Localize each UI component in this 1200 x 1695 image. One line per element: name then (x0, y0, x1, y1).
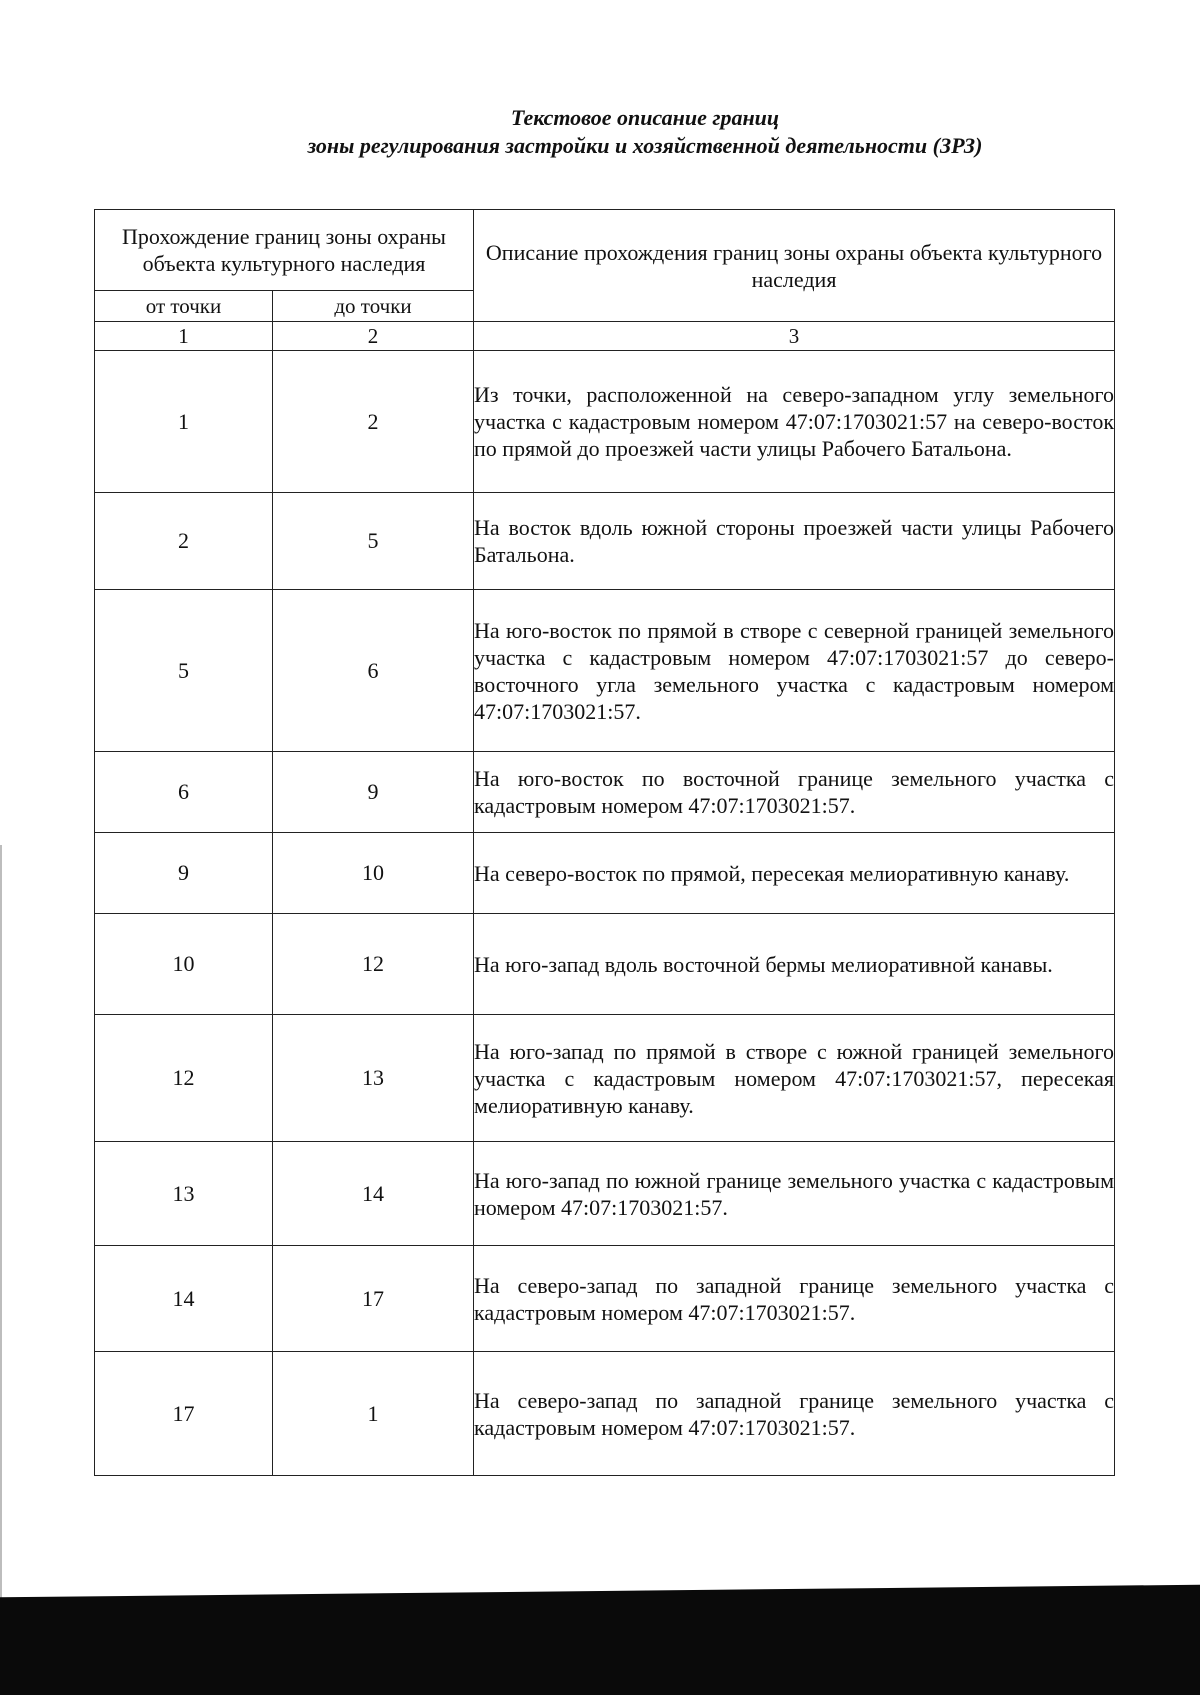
to-point-cell: 2 (273, 351, 474, 493)
description-cell: На северо-запад по западной границе земельного участка с кадастровым номером 47:07:1703021:57. (474, 1352, 1115, 1476)
column-number-row (95, 322, 1115, 351)
to-point-cell: 14 (273, 1142, 474, 1246)
from-point-cell: 6 (95, 752, 273, 833)
table-row (95, 493, 1115, 590)
header-row (95, 210, 1115, 291)
description-cell: На северо-восток по прямой, пересекая мелиоративную канаву. (474, 833, 1115, 914)
table-row (95, 1352, 1115, 1476)
to-point-cell: 1 (273, 1352, 474, 1476)
table-row (95, 1015, 1115, 1142)
table-row (95, 914, 1115, 1015)
column-number: 3 (474, 322, 1115, 351)
from-point-cell: 9 (95, 833, 273, 914)
description-cell: На юго-восток по восточной границе земельного участка с кадастровым номером 47:07:1703021:57. (474, 752, 1115, 833)
table-row (95, 351, 1115, 493)
table-row (95, 833, 1115, 914)
title-line-2: зоны регулирования застройки и хозяйственной деятельности (ЗРЗ) (307, 133, 983, 158)
table-row (95, 1142, 1115, 1246)
from-point-cell: 2 (95, 493, 273, 590)
description-cell: На юго-запад вдоль восточной бермы мелиоративной канавы. (474, 914, 1115, 1015)
from-point-cell: 13 (95, 1142, 273, 1246)
to-point-cell: 5 (273, 493, 474, 590)
description-cell: Из точки, расположенной на северо-западном углу земельного участка с кадастровым номером 47:07:1703021:57 на северо-восток по прямой до проезжей части улицы Рабочего Батальона. (474, 351, 1115, 493)
to-point-cell: 9 (273, 752, 474, 833)
page-title (0, 104, 1200, 160)
from-point-cell: 1 (95, 351, 273, 493)
column-number: 1 (95, 322, 273, 351)
to-point-cell: 10 (273, 833, 474, 914)
description-cell: На юго-восток по прямой в створе с северной границей земельного участка с кадастровым номером 47:07:1703021:57 до северо-восточного угла земельного участка с кадастровым номером 47:07:1703021:57. (474, 590, 1115, 752)
title-line-1: Текстовое описание границ (510, 105, 780, 130)
table-row (95, 1246, 1115, 1352)
scan-shadow-band (0, 1604, 1200, 1695)
scan-edge-mark (0, 845, 2, 1605)
column-number: 2 (273, 322, 474, 351)
table-row (95, 752, 1115, 833)
description-cell: На юго-запад по южной границе земельного участка с кадастровым номером 47:07:1703021:57. (474, 1142, 1115, 1246)
from-point-cell: 5 (95, 590, 273, 752)
header-group-cell: Прохождение границ зоны охраны объекта культурного наследия (95, 210, 474, 291)
header-from-cell: от точки (95, 291, 273, 322)
from-point-cell: 10 (95, 914, 273, 1015)
description-cell: На восток вдоль южной стороны проезжей части улицы Рабочего Батальона. (474, 493, 1115, 590)
to-point-cell: 17 (273, 1246, 474, 1352)
from-point-cell: 14 (95, 1246, 273, 1352)
to-point-cell: 6 (273, 590, 474, 752)
header-to-cell: до точки (273, 291, 474, 322)
description-cell: На юго-запад по прямой в створе с южной границей земельного участка с кадастровым номером 47:07:1703021:57, пересекая мелиоративную канаву. (474, 1015, 1115, 1142)
description-cell: На северо-запад по западной границе земельного участка с кадастровым номером 47:07:1703021:57. (474, 1246, 1115, 1352)
to-point-cell: 12 (273, 914, 474, 1015)
header-description-cell: Описание прохождения границ зоны охраны объекта культурного наследия (474, 210, 1115, 322)
table-row (95, 590, 1115, 752)
boundary-table (94, 209, 1115, 1476)
from-point-cell: 12 (95, 1015, 273, 1142)
to-point-cell: 13 (273, 1015, 474, 1142)
from-point-cell: 17 (95, 1352, 273, 1476)
